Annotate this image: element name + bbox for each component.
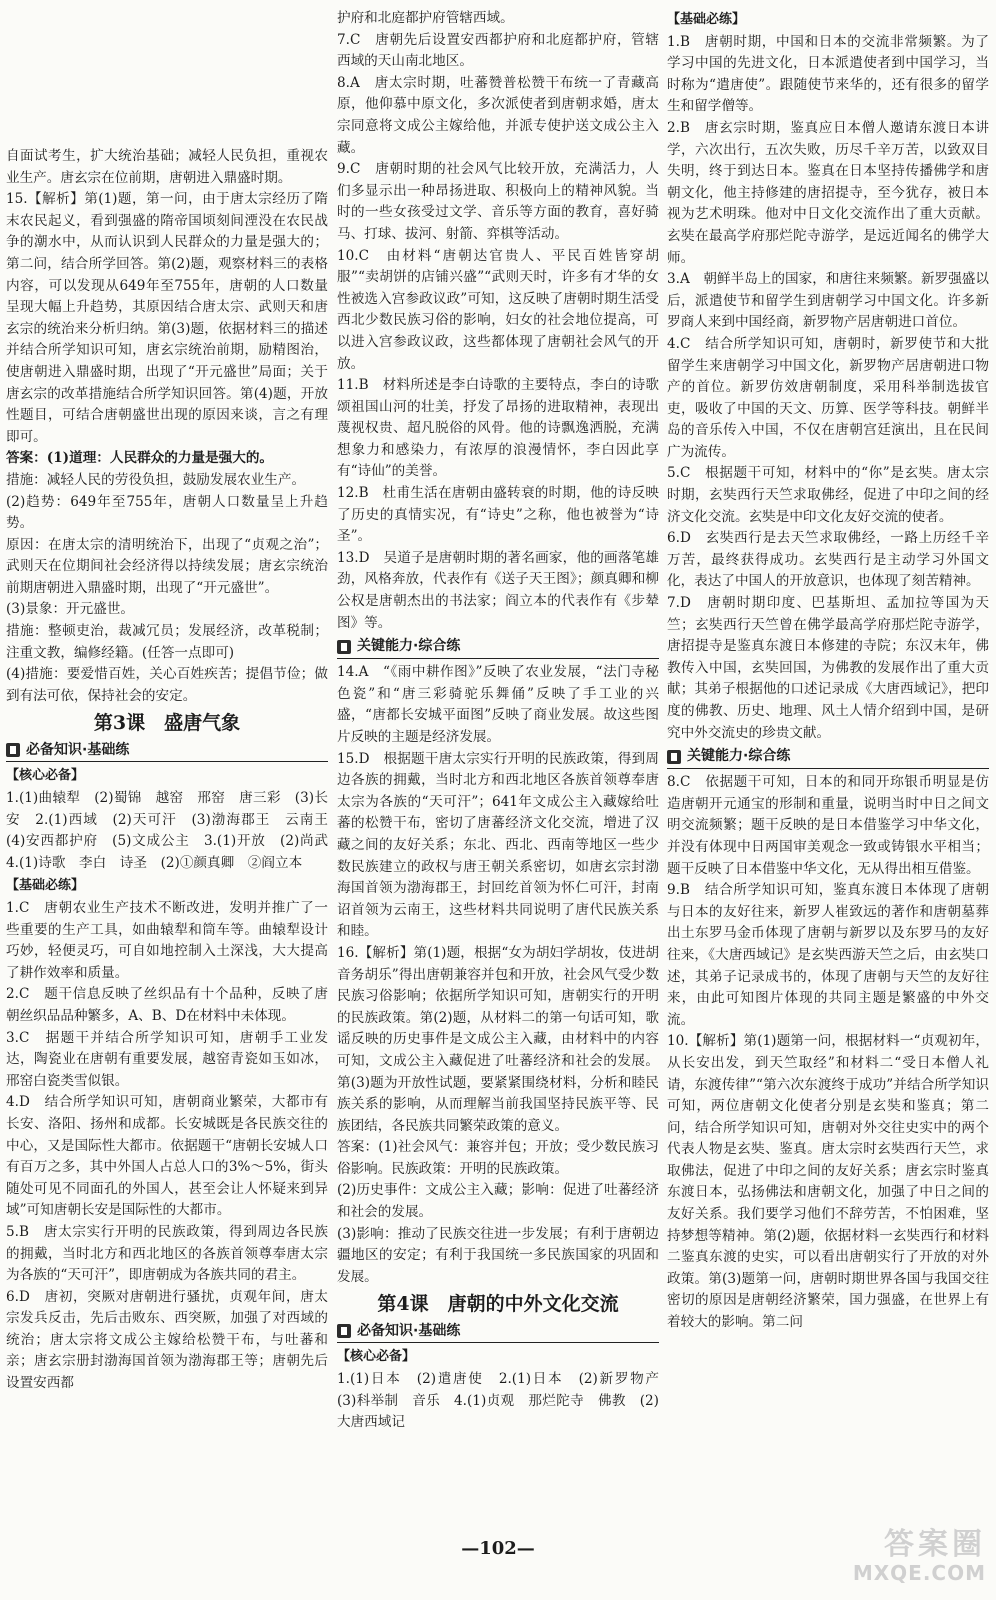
page-number: —102— — [461, 1538, 535, 1559]
question-item: 1.C 唐朝农业生产技术不断改进，发明并推广了一些重要的生产工具，如曲辕犁和筒车等。曲辕犁设计巧妙，轻便灵巧，可自如地控制入土深浅，大大提高了耕作效率和质量。 — [6, 900, 328, 981]
answer-3: (3)景象：开元盛世。 — [6, 601, 135, 618]
question-item: 3.C 据题干并结合所学知识可知，唐朝手工业发达，陶瓷业在唐朝有重要发展，越窑青瓷如玉如冰，邢窑白瓷类雪似银。 — [6, 1029, 328, 1089]
question-item: 12.B 杜甫生活在唐朝由盛转衰的时期，他的诗反映了历史的真情实况，有“诗史”之称，他也被誉为“诗圣”。 — [337, 485, 659, 545]
lesson-title: 第3课 盛唐气象 — [93, 712, 241, 735]
answer: (3)影响：推动了民族交往进一步发展；有利于唐朝边疆地区的安定；有利于我国统一多民族国家的巩固和发展。 — [337, 1225, 659, 1285]
question-15-analysis: 15.【解析】第(1)题，第一问，由于唐太宗经历了隋末农民起义，看到强盛的隋帝国顷刻间湮没在农民战争的潮水中，从而认识到人民群众的力量是强大的；第二问，结合所学回答。第(2)题，观察材料三的表格内容，可以发现从649年至755年，唐朝的人口数量呈现大幅上升趋势，其原因结合唐太宗、武则天和唐玄宗的统治来分析归纳。第(3)题，依据材料三的描述并结合所学知识可知，唐玄宗统治前期，励精图治，使唐朝进入鼎盛时期，出现了“开元盛世”局面；关于唐玄宗的改革措施结合所学知识回答。第(4)题，开放性题目，可结合唐朝盛世出现的原因来谈，言之有理即可。 — [6, 191, 328, 445]
section-header — [6, 739, 328, 762]
section-title: 必备知识·基础练 — [357, 1322, 461, 1339]
question-item: 1.B 唐朝时期，中国和日本的交流非常频繁。为了学习中国的先进文化，日本派遣使者到中国学习，当时称为“遣唐使”。跟随使节来华的，还有很多的留学生和留学僧等。 — [667, 33, 989, 115]
paragraph: 护府和北庭都护府管辖西域。 — [337, 10, 514, 26]
answer-4: (4)措施：要爱惜百姓，关心百姓疾苦；提倡节俭；做到有法可依，保持社会的安定。 — [6, 666, 328, 704]
question-item: 2.B 唐玄宗时期，鉴真应日本僧人邀请东渡日本讲学，六次出行，五次失败，历尽千辛万苦，以致双目失明，终于到达日本。鉴真在日本坚持传播佛学和唐朝文化，他主持修建的唐招提寺，至今犹存，被日本视为艺术明珠。他对中日文化交流作出了重大贡献。玄奘在最高学府那烂陀寺游学，是远近闻名的佛学大师。 — [667, 119, 989, 266]
question-item: 5.B 唐太宗实行开明的民族政策，得到周边各民族的拥戴，当时北方和西北地区的各族首领尊奉唐太宗为各族的“天可汗”，即唐朝成为各族共同的君主。 — [6, 1223, 328, 1284]
watermark-logo — [836, 1528, 986, 1588]
question-item: 10.【解析】第(1)题第一问，根据材料一“贞观初年，从长安出发，到天竺取经”和材料二“受日本僧人礼请，东渡传律”“第六次东渡终于成功”并结合所学知识可知，两位唐朝文化使者分别是玄奘和鉴真；第二问，结合所学知识可知，唐朝对外交往史实中的两个代表人物是玄奘、鉴真。唐太宗时玄奘西行天竺，求取佛法，促进了中印之间的友好关系；唐玄宗时鉴真东渡日本，弘扬佛法和唐朝文化，加强了中日之间的友好关系。我们要学习他们不辞劳苦，不怕困难，坚持梦想等精神。第(2)题，依据材料一玄奘西行和材料二鉴真东渡的史实，可以看出唐朝实行了开放的对外政策。第(3)题第一问，唐朝时期世界各国与我国交往密切的原因是唐朝经济繁荣，国力强盛，在世界上有着较大的影响。第二问 — [667, 1033, 989, 1331]
column-left — [6, 146, 342, 1395]
book-icon — [337, 1324, 351, 1338]
core-answers: 1.(1)日本 (2)遣唐使 2.(1)日本 (2)新罗物产 (3)科举制 音乐 4.(1)贞观 那烂陀寺 佛教 (2)大唐西域记 — [337, 1371, 673, 1431]
lesson-title: 第4课 唐朝的中外文化交流 — [377, 1293, 619, 1316]
paragraph: 自面试考生，扩大统治基础；减轻人民负担，重视农业生产。唐玄宗在位前期，唐朝进入鼎盛时期。 — [6, 148, 328, 186]
question-item: 9.C 唐朝时期的社会风气比较开放，充满活力，人们多显示出一种昂扬进取、积极向上的精神风貌。当时的一些女孩受过文学、音乐等方面的教育，喜好骑马、打球、拔河、射箭、弈棋等活动。 — [337, 161, 659, 242]
question-item: 3.A 朝鲜半岛上的国家，和唐往来频繁。新罗强盛以后，派遣使节和留学生到唐朝学习中国文化。许多新罗商人来到中国经商，新罗物产居唐朝进口首位。 — [667, 271, 989, 331]
answer-1: 答案：(1)道理：人民群众的力量是强大的。 — [6, 450, 274, 467]
question-item: 11.B 材料所述是李白诗歌的主要特点，李白的诗歌颂祖国山河的壮美，抒发了昂扬的进取精神，表现出蔑视权贵、超凡脱俗的风骨。他的诗飘逸洒脱，充满想象力和感染力，有浓厚的浪漫情怀，李白因此享有“诗仙”的美誉。 — [337, 377, 659, 480]
watermark-line: 答案圈 — [884, 1527, 986, 1562]
watermark-line: MXQE.COM — [852, 1561, 986, 1585]
section-title: 关键能力·综合练 — [687, 748, 791, 765]
question-item: 9.B 结合所学知识可知，鉴真东渡日本体现了唐朝与日本的友好往来，新罗人崔致远的著作和唐朝墓葬出土东罗马金币体现了唐朝与新罗以及东罗马的友好往来，《大唐西域记》是玄奘西游天竺之后，由玄奘口述，其弟子记录成书的，体现了唐朝与天竺的友好往来，由此可知图片体现的共同主题是繁盛的中外交流。 — [667, 882, 989, 1028]
question-item: 5.C 根据题干可知，材料中的“你”是玄奘。唐太宗时期，玄奘西行天竺求取佛经，促进了中印之间的经济文化交流。玄奘是中印文化友好交流的使者。 — [667, 465, 989, 525]
core-answers: 1.(1)曲辕犁 (2)蜀锦 越窑 邢窑 唐三彩 (3)长安 2.(1)西域 (2)天可汗 (3)渤海郡王 云南王 (4)安西都护府 (5)文成公主 3.(1)开放 (2)尚武 4.(1)诗歌 李白 诗圣 (2)①颜真卿 ②阎立本 — [6, 790, 342, 871]
book-icon — [337, 640, 351, 654]
question-item: 6.D 唐初，突厥对唐朝进行骚扰，贞观年间，唐太宗发兵反击，先后击败东、西突厥，加强了对西域的统治；唐太宗将文成公主嫁给松赞干布，与吐蕃和亲；唐玄宗册封渤海国首领为渤海郡王等；唐朝先后设置安西都 — [6, 1288, 328, 1392]
question-item: 4.C 结合所学知识可知，唐朝时，新罗使节和大批留学生来唐朝学习中国文化，新罗物产居唐朝进口物产的首位。新罗仿效唐朝制度，采用科举制选拔官吏，吸收了中国的天文、历算、医学等科技。朝鲜半岛的音乐传入中国，不仅在唐朝宫廷演出，且在民间广为流传。 — [667, 335, 989, 460]
subsection-label: 【核心必备】 — [6, 768, 85, 784]
question-item: 13.D 吴道子是唐朝时期的著名画家，他的画落笔雄劲，风格奔放，代表作有《送子天王图》；颜真卿和柳公权是唐朝杰出的书法家；阎立本的代表作有《步辇图》等。 — [337, 549, 659, 631]
question-item: 14.A “《雨中耕作图》”反映了农业发展，“法门寺秘色瓷”和“唐三彩骑驼乐舞俑”反映了手工业的兴盛，“唐都长安城平面图”反映了商业发展。故这些图片反映的主题是经济发展。 — [337, 664, 659, 745]
subsection-label: 【基础必练】 — [667, 12, 746, 27]
question-item: 6.D 玄奘西行是去天竺求取佛经，一路上历经千辛万苦，最终获得成功。玄奘西行是主动学习外国文化，表达了中国人的开放意识，也体现了刻苦精神。 — [667, 530, 989, 590]
answer: 答案：(1)社会风气：兼容并包；开放；受少数民族习俗影响。民族政策：开明的民族政策。 — [337, 1139, 659, 1177]
question-item: 7.D 唐朝时期印度、巴基斯坦、孟加拉等国为天竺；玄奘西行天竺曾在佛学最高学府那烂陀寺游学，唐招提寺是鉴真东渡日本修建的寺院；东汉末年，佛教传入中国，玄奘回国，为佛教的发展作出了重大贡献；其弟子根据他的口述记录成《大唐西域记》，把印度的佛教、历史、地理、风土人情介绍到中国，是研究中外交流史的珍贵文献。 — [667, 595, 989, 741]
section-title: 关键能力·综合练 — [357, 638, 461, 655]
question-item: 4.D 结合所学知识可知，唐朝商业繁荣，大都市有长安、洛阳、扬州和成都。长安城既是各民族交往的中心，又是国际性大都市。依据题干“唐朝长安城人口有百万之多，其中外国人占总人口的3%～5%，街头随处可见不同面孔的外国人，甚至会让人怀疑来到异域”可知唐朝长安是国际性的大都市。 — [6, 1094, 328, 1219]
section-header — [337, 636, 659, 659]
section-header — [667, 746, 989, 769]
column-right — [667, 8, 989, 1334]
question-item: 15.D 根据题干唐太宗实行开明的民族政策，得到周边各族的拥戴，当时北方和西北地区各族首领尊奉唐太宗为各族的“天可汗”；641年文成公主入藏嫁给吐蕃的松赞干布，密切了唐蕃经济文化交流，增进了汉藏之间的友好关系；东北、西北、西南等地区一些少数民族建立的政权与唐王朝关系密切，如唐玄宗封渤海国首领为渤海郡王，封回纥首领为怀仁可汗，封南诏首领为云南王，这些材料共同说明了唐代民族关系和睦。 — [337, 750, 659, 940]
column-middle — [337, 8, 673, 1434]
question-item: 10.C 由材料“唐朝达官贵人、平民百姓皆穿胡服”“卖胡饼的店铺兴盛”“武则天时，许多有才华的女性被选入宫参政议政”可知，这反映了唐朝时期生活受西北少数民族习俗的影响，妇女的社会地位提高，可以进入宫参政议政，这些都体现了唐朝社会风气的开放。 — [337, 247, 659, 372]
question-item: 2.C 题干信息反映了丝织品有十个品种，反映了唐朝丝织品品种繁多，A、B、D在材料中未体现。 — [6, 986, 328, 1024]
book-icon — [6, 743, 20, 757]
answer-reason: 原因：在唐太宗的清明统治下，出现了“贞观之治”；武则天在位期间社会经济得以持续发展；唐玄宗统治前期唐朝进入鼎盛时期，出现了“开元盛世”。 — [6, 536, 328, 596]
answer: (2)历史事件：文成公主入藏；影响：促进了吐蕃经济和社会的发展。 — [337, 1182, 659, 1221]
subsection-label: 【核心必备】 — [337, 1349, 416, 1365]
answer-2: (2)趋势：649年至755年，唐朝人口数量呈上升趋势。 — [6, 493, 328, 532]
section-title: 必备知识·基础练 — [26, 741, 130, 758]
answer-3-measures: 措施：整顿吏治，裁减冗员；发展经济，改革税制；注重文教，编修经籍。(任答一点即可) — [6, 623, 328, 661]
book-icon — [667, 750, 681, 764]
answer-measures: 措施：减轻人民的劳役负担，鼓励发展农业生产。 — [6, 471, 306, 488]
subsection-label: 【基础必练】 — [6, 878, 85, 894]
question-item: 7.C 唐朝先后设置安西都护府和北庭都护府，管辖西域的天山南北地区。 — [337, 31, 659, 70]
question-item: 8.C 依据题干可知，日本的和同开珎银币明显是仿造唐朝开元通宝的形制和重量，说明当时中日之间文明交流频繁；题干反映的是日本借鉴学习中华文化，并没有体现中日两国审美观念一致或铸银水平相当；题干反映了日本借鉴中华文化，无从得出相互借鉴。 — [667, 774, 989, 877]
section-header — [337, 1320, 659, 1343]
question-item: 16.【解析】第(1)题，根据“女为胡妇学胡妆，伎进胡音务胡乐”得出唐朝兼容并包和开放，社会风气受少数民族习俗影响；依据所学知识可知，唐朝实行的开明的民族政策。第(2)题，从材料二的第一句话可知，歌谣反映的历史事件是文成公主入藏，由材料中的内容可知，文成公主入藏促进了吐蕃经济和社会的发展。第(3)题为开放性试题，要紧紧围绕材料，分析和睦民族关系的影响，从而理解当前我国坚持民族平等、民族团结，各民族共同繁荣政策的意义。 — [337, 944, 659, 1134]
question-item: 8.A 唐太宗时期，吐蕃赞普松赞干布统一了青藏高原，他仰慕中原文化，多次派使者到唐朝求婚，唐太宗同意将文成公主嫁给他，并派专使护送文成公主入藏。 — [337, 74, 659, 156]
